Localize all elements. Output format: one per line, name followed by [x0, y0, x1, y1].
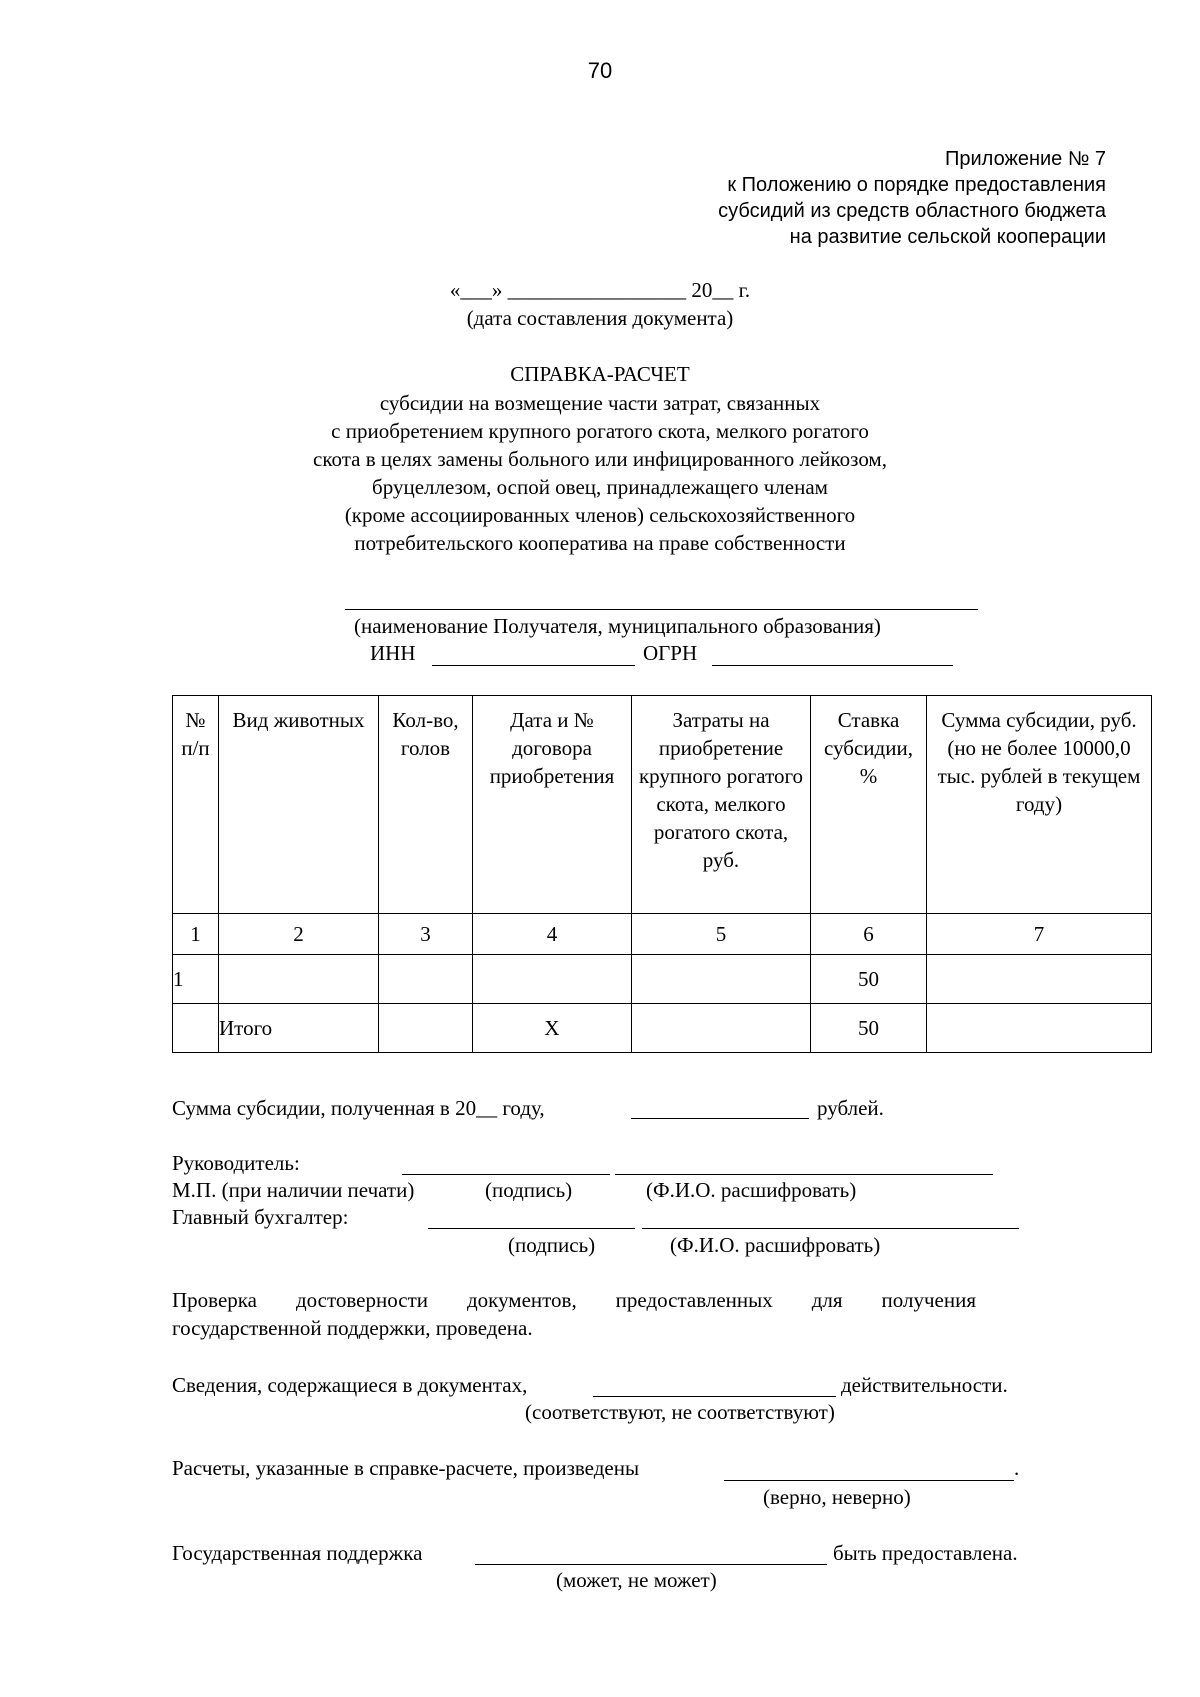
head-name-field[interactable] — [615, 1174, 993, 1175]
support-field[interactable] — [475, 1564, 827, 1565]
sum-received-unit: рублей. — [817, 1096, 884, 1120]
table-cell[interactable]: 1 — [173, 955, 219, 1004]
table-cell: Х — [473, 1004, 632, 1053]
header-cell: Сумма субсидии, руб. (но не более 10000,0 тыс. рублей в текущем году) — [927, 696, 1152, 914]
header-cell: Кол-во, голов — [379, 696, 473, 914]
calculations-label: Расчеты, указанные в справке-расчете, произведены — [172, 1456, 640, 1480]
calculations-caption: (верно, неверно) — [763, 1485, 911, 1509]
calculations-period: . — [1014, 1456, 1020, 1480]
header-cell: Ставка субсидии, % — [811, 696, 927, 914]
title-description — [0, 389, 1200, 557]
inn-label: ИНН — [370, 641, 416, 665]
column-number: 5 — [632, 914, 811, 955]
head-signature-field[interactable] — [402, 1174, 610, 1175]
table-cell: 50 — [811, 1004, 927, 1053]
ogrn-field[interactable] — [712, 665, 953, 666]
title-line: бруцеллезом, оспой овец, принадлежащего членам — [372, 475, 828, 499]
title-line: (кроме ассоциированных членов) сельскохозяйственного — [344, 503, 856, 527]
date-caption: (дата составления документа) — [466, 306, 734, 330]
head-name-caption: (Ф.И.О. расшифровать) — [646, 1178, 857, 1202]
table-cell[interactable] — [632, 955, 811, 1004]
page-number: 70 — [587, 58, 613, 83]
accountant-signature-caption: (подпись) — [508, 1233, 596, 1257]
support-suffix: быть предоставлена. — [833, 1541, 1018, 1565]
column-number: 2 — [219, 914, 379, 955]
inn-field[interactable] — [432, 665, 635, 666]
column-number: 6 — [811, 914, 927, 955]
table-cell[interactable] — [379, 1004, 473, 1053]
accountant-name-field[interactable] — [642, 1228, 1019, 1229]
table-cell: 50 — [811, 955, 927, 1004]
calculations-field[interactable] — [724, 1480, 1014, 1481]
appendix-line-1: Приложение № 7 — [945, 148, 1106, 170]
info-suffix: действительности. — [841, 1373, 1008, 1397]
column-number: 7 — [927, 914, 1152, 955]
table-header-row — [173, 696, 1152, 914]
info-field[interactable] — [593, 1396, 836, 1397]
appendix-block — [718, 146, 1106, 250]
header-cell: Вид животных — [219, 696, 379, 914]
sum-received-field[interactable] — [631, 1118, 809, 1119]
column-number: 3 — [379, 914, 473, 955]
table-cell[interactable] — [473, 955, 632, 1004]
subsidy-table — [172, 695, 1152, 1053]
recipient-name-field[interactable] — [345, 609, 978, 610]
head-signature-caption: (подпись) — [485, 1178, 573, 1202]
title-line: скота в целях замены больного или инфицированного лейкозом, — [313, 447, 887, 471]
table-cell[interactable] — [632, 1004, 811, 1053]
table-total-row — [173, 1004, 1152, 1053]
table-cell[interactable] — [927, 1004, 1152, 1053]
ogrn-label: ОГРН — [643, 641, 698, 665]
title-line: потребительского кооператива на праве собственности — [354, 531, 846, 555]
appendix-line-4: на развитие сельской кооперации — [789, 226, 1106, 248]
head-label: Руководитель: — [172, 1151, 300, 1175]
appendix-line-3: субсидий из средств областного бюджета — [718, 200, 1106, 222]
recipient-caption: (наименование Получателя, муниципального образования) — [354, 614, 881, 638]
header-cell: № п/п — [173, 696, 219, 914]
table-cell[interactable] — [927, 955, 1152, 1004]
stamp-label: М.П. (при наличии печати) — [172, 1178, 415, 1202]
verification-text-line-2: государственной поддержки, проведена. — [172, 1316, 533, 1340]
column-number: 4 — [473, 914, 632, 955]
header-cell: Затраты на приобретение крупного рогатого скота, мелкого рогатого скота, руб. — [632, 696, 811, 914]
support-caption: (может, не может) — [556, 1568, 717, 1592]
table-cell[interactable] — [219, 955, 379, 1004]
table-cell[interactable] — [379, 955, 473, 1004]
sum-received-label: Сумма субсидии, полученная в 20__ году, — [172, 1096, 545, 1120]
support-label: Государственная поддержка — [172, 1541, 423, 1565]
title-line: с приобретением крупного рогатого скота, мелкого рогатого — [331, 419, 869, 443]
document-title: СПРАВКА-РАСЧЕТ — [510, 362, 690, 386]
column-number: 1 — [173, 914, 219, 955]
title-line: субсидии на возмещение части затрат, связанных — [379, 391, 821, 415]
table-cell: Итого — [219, 1004, 379, 1053]
verification-text-line-1: Проверка достоверности документов, предоставленных для получения — [172, 1288, 976, 1312]
accountant-label: Главный бухгалтер: — [172, 1205, 349, 1229]
table-row — [173, 955, 1152, 1004]
info-label: Сведения, содержащиеся в документах, — [172, 1373, 528, 1397]
table-cell — [173, 1004, 219, 1053]
info-caption: (соответствуют, не соответствуют) — [525, 1400, 835, 1424]
accountant-name-caption: (Ф.И.О. расшифровать) — [670, 1233, 881, 1257]
date-line: «___» _________________ 20__ г. — [449, 278, 751, 302]
accountant-signature-field[interactable] — [428, 1228, 635, 1229]
appendix-line-2: к Положению о порядке предоставления — [727, 174, 1106, 196]
header-cell: Дата и № договора приобретения — [473, 696, 632, 914]
column-number-row — [173, 914, 1152, 955]
